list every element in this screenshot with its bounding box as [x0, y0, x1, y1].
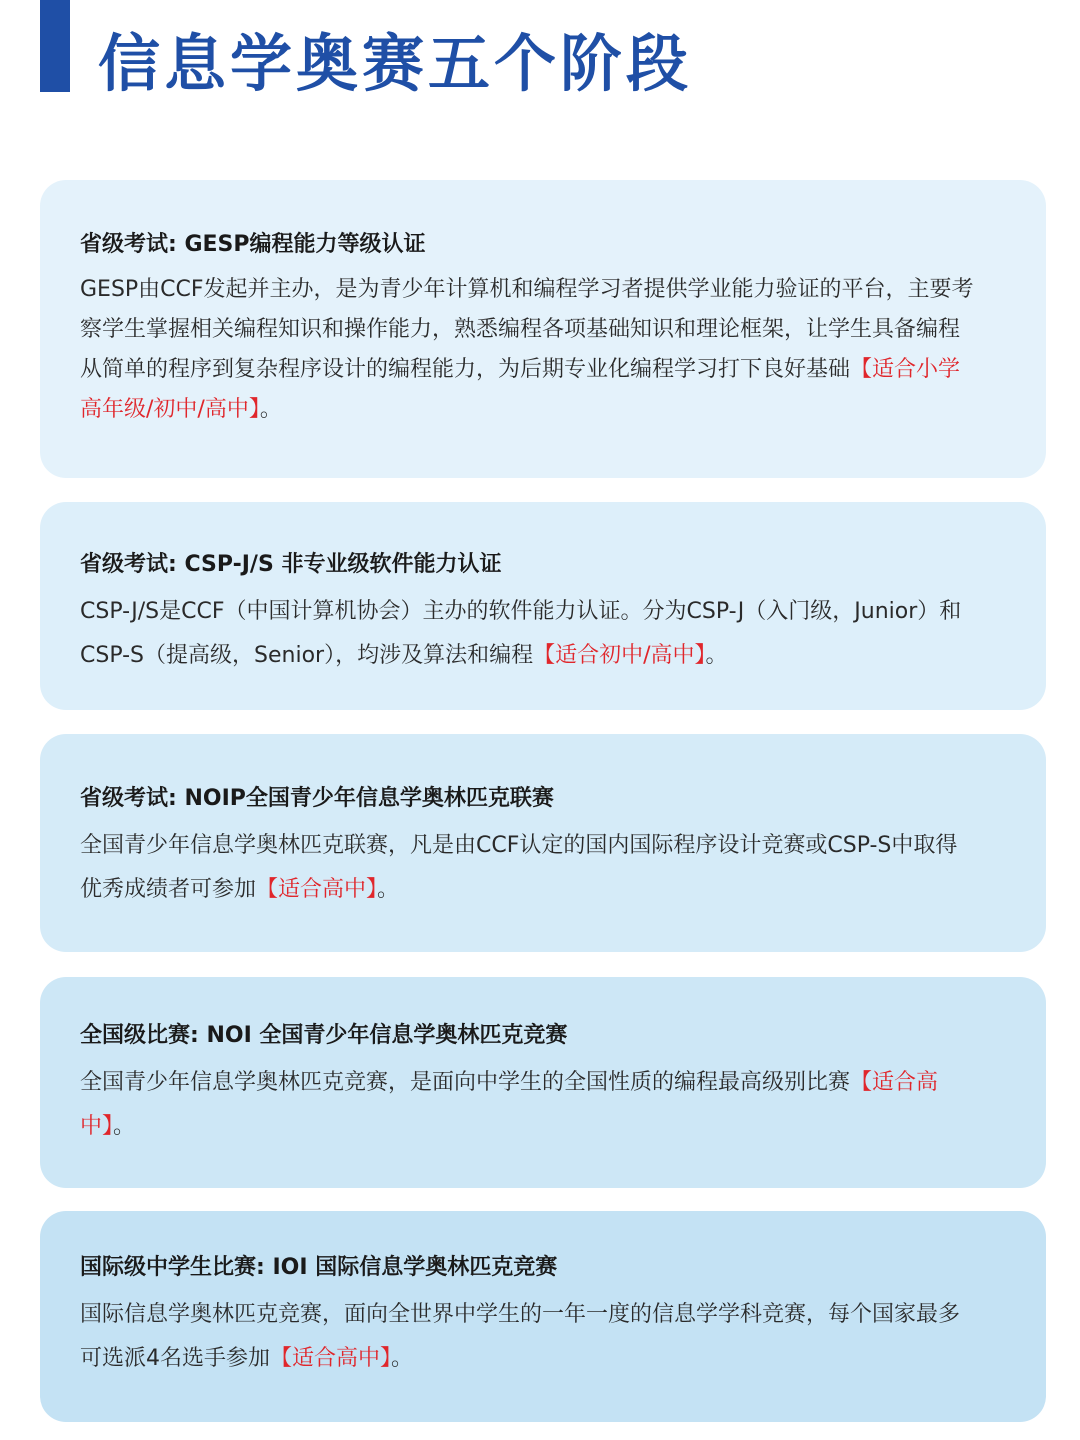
suitable-level-tag: 【适合高中】: [80, 1070, 939, 1139]
stage-heading: 国际级中学生比赛: IOI 国际信息学奥林匹克竞赛: [80, 1255, 558, 1280]
stage-body: 全国青少年信息学奥林匹克竞赛，是面向中学生的全国性质的编程最高级别比赛: [80, 1070, 851, 1095]
suitable-level-tag: 【适合初中/高中】: [533, 643, 706, 668]
stage-card-noi: [40, 977, 1046, 1188]
suitable-level-tag: 【适合小学高年级/初中/高中】: [80, 357, 961, 422]
stage-description: [80, 590, 976, 678]
stage-description: [80, 1293, 976, 1381]
stage-body: CSP-J/S是CCF（中国计算机协会）主办的软件能力认证。分为CSP-J（入门级，Junior）和CSP-S（提高级，Senior），均涉及算法和编程: [80, 599, 962, 668]
stage-description: [80, 270, 976, 430]
sentence-end: 。: [391, 1346, 414, 1371]
stage-card-noip: [40, 734, 1046, 952]
title-accent-bar: [40, 0, 70, 92]
stage-card-gesp: [40, 180, 1046, 478]
stage-body: GESP由CCF发起并主办，是为青少年计算机和编程学习者提供学业能力验证的平台，主要考察学生掌握相关编程知识和操作能力，熟悉编程各项基础知识和理论框架，让学生具备编程从简单的程序到复杂程序设计的编程能力，为后期专业化编程学习打下良好基础: [80, 277, 974, 382]
sentence-end: 。: [259, 397, 282, 422]
stage-body: 国际信息学奥林匹克竞赛，面向全世界中学生的一年一度的信息学学科竞赛，每个国家最多可选派4名选手参加: [80, 1302, 961, 1371]
sentence-end: 。: [705, 643, 728, 668]
sentence-end: 。: [113, 1114, 136, 1139]
sentence-end: 。: [377, 877, 400, 902]
suitable-level-tag: 【适合高中】: [270, 1346, 392, 1371]
stage-description: [80, 1061, 976, 1149]
page-title: 信息学奥赛五个阶段: [98, 27, 693, 100]
stage-card-ioi: [40, 1211, 1046, 1422]
stage-card-csp: [40, 502, 1046, 710]
stage-heading: 省级考试: CSP-J/S 非专业级软件能力认证: [80, 552, 502, 577]
stage-heading: 省级考试: NOIP全国青少年信息学奥林匹克联赛: [80, 786, 554, 811]
stage-heading: 全国级比赛: NOI 全国青少年信息学奥林匹克竞赛: [80, 1023, 568, 1048]
stage-body: 全国青少年信息学奥林匹克联赛，凡是由CCF认定的国内国际程序设计竞赛或CSP-S中取得优秀成绩者可参加: [80, 833, 958, 902]
suitable-level-tag: 【适合高中】: [256, 877, 378, 902]
stage-description: [80, 824, 976, 912]
stage-heading: 省级考试: GESP编程能力等级认证: [80, 232, 426, 257]
